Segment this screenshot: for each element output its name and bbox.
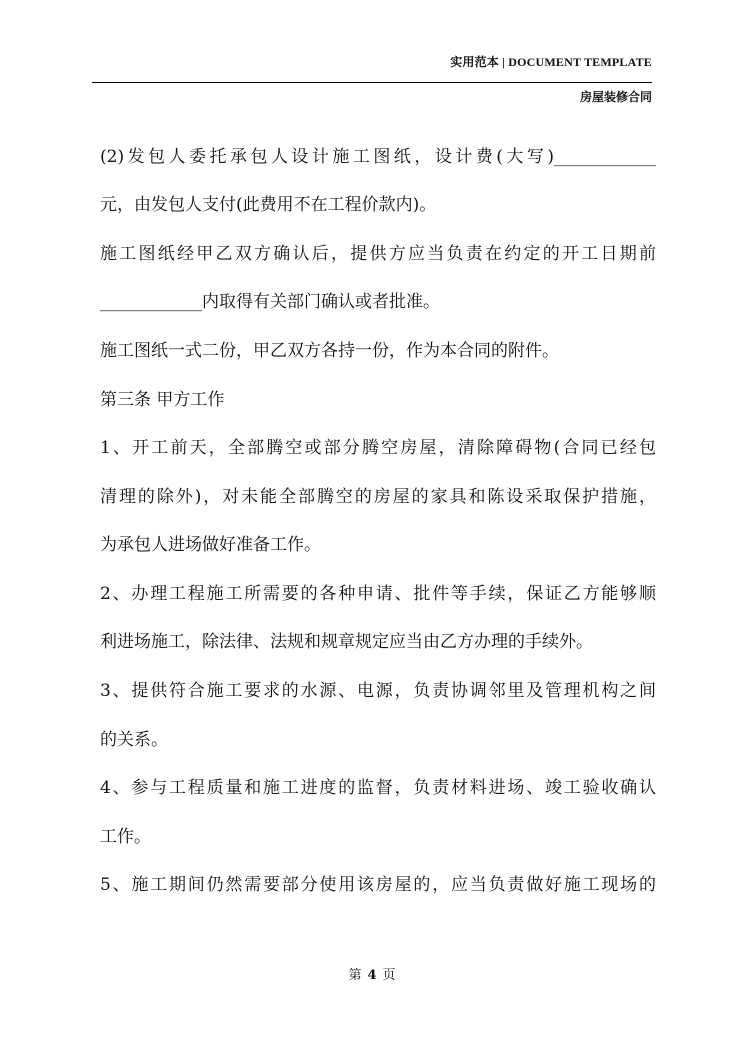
header-brand: 实用范本 | DOCUMENT TEMPLATE xyxy=(450,55,652,69)
section-heading: 第三条 甲方工作 xyxy=(100,390,225,410)
body-line: 3、提供符合施工要求的水源、电源，负责协调邻里及管理机构之间 xyxy=(100,681,656,701)
body-line: 5、施工期间仍然需要部分使用该房屋的，应当负责做好施工现场的 xyxy=(100,875,656,895)
header-divider xyxy=(92,82,652,83)
page-prefix: 第 xyxy=(348,968,362,983)
body-line: 元，由发包人支付(此费用不在工程价款内)。 xyxy=(100,195,437,215)
body-line: 施工图纸一式二份，甲乙双方各持一份，作为本合同的附件。 xyxy=(100,341,559,361)
page-suffix: 页 xyxy=(382,968,396,983)
body-line: 1、开工前天，全部腾空或部分腾空房屋，清除障碍物(合同已经包 xyxy=(100,438,656,458)
body-line: 清理的除外)，对未能全部腾空的房屋的家具和陈设采取保护措施， xyxy=(100,487,656,507)
body-line: 2、办理工程施工所需要的各种申请、批件等手续，保证乙方能够顺 xyxy=(100,584,656,604)
page-footer xyxy=(0,964,744,983)
body-line: 利进场施工，除法律、法规和规章规定应当由乙方办理的手续外。 xyxy=(100,632,593,652)
body-line: 4、参与工程质量和施工进度的监督，负责材料进场、竣工验收确认 xyxy=(100,778,656,798)
page-number: 4 xyxy=(367,968,377,983)
body-line: (2)发包人委托承包人设计施工图纸，设计费(大写)____________ xyxy=(100,147,656,167)
body-line: 工作。 xyxy=(100,827,151,847)
document-title: 房屋装修合同 xyxy=(579,90,652,104)
body-line: ____________内取得有关部门确认或者批准。 xyxy=(100,292,440,312)
body-line: 施工图纸经甲乙双方确认后，提供方应当负责在约定的开工日期前 xyxy=(100,244,656,264)
body-line: 为承包人进场做好准备工作。 xyxy=(100,535,321,555)
body-line: 的关系。 xyxy=(100,730,168,750)
